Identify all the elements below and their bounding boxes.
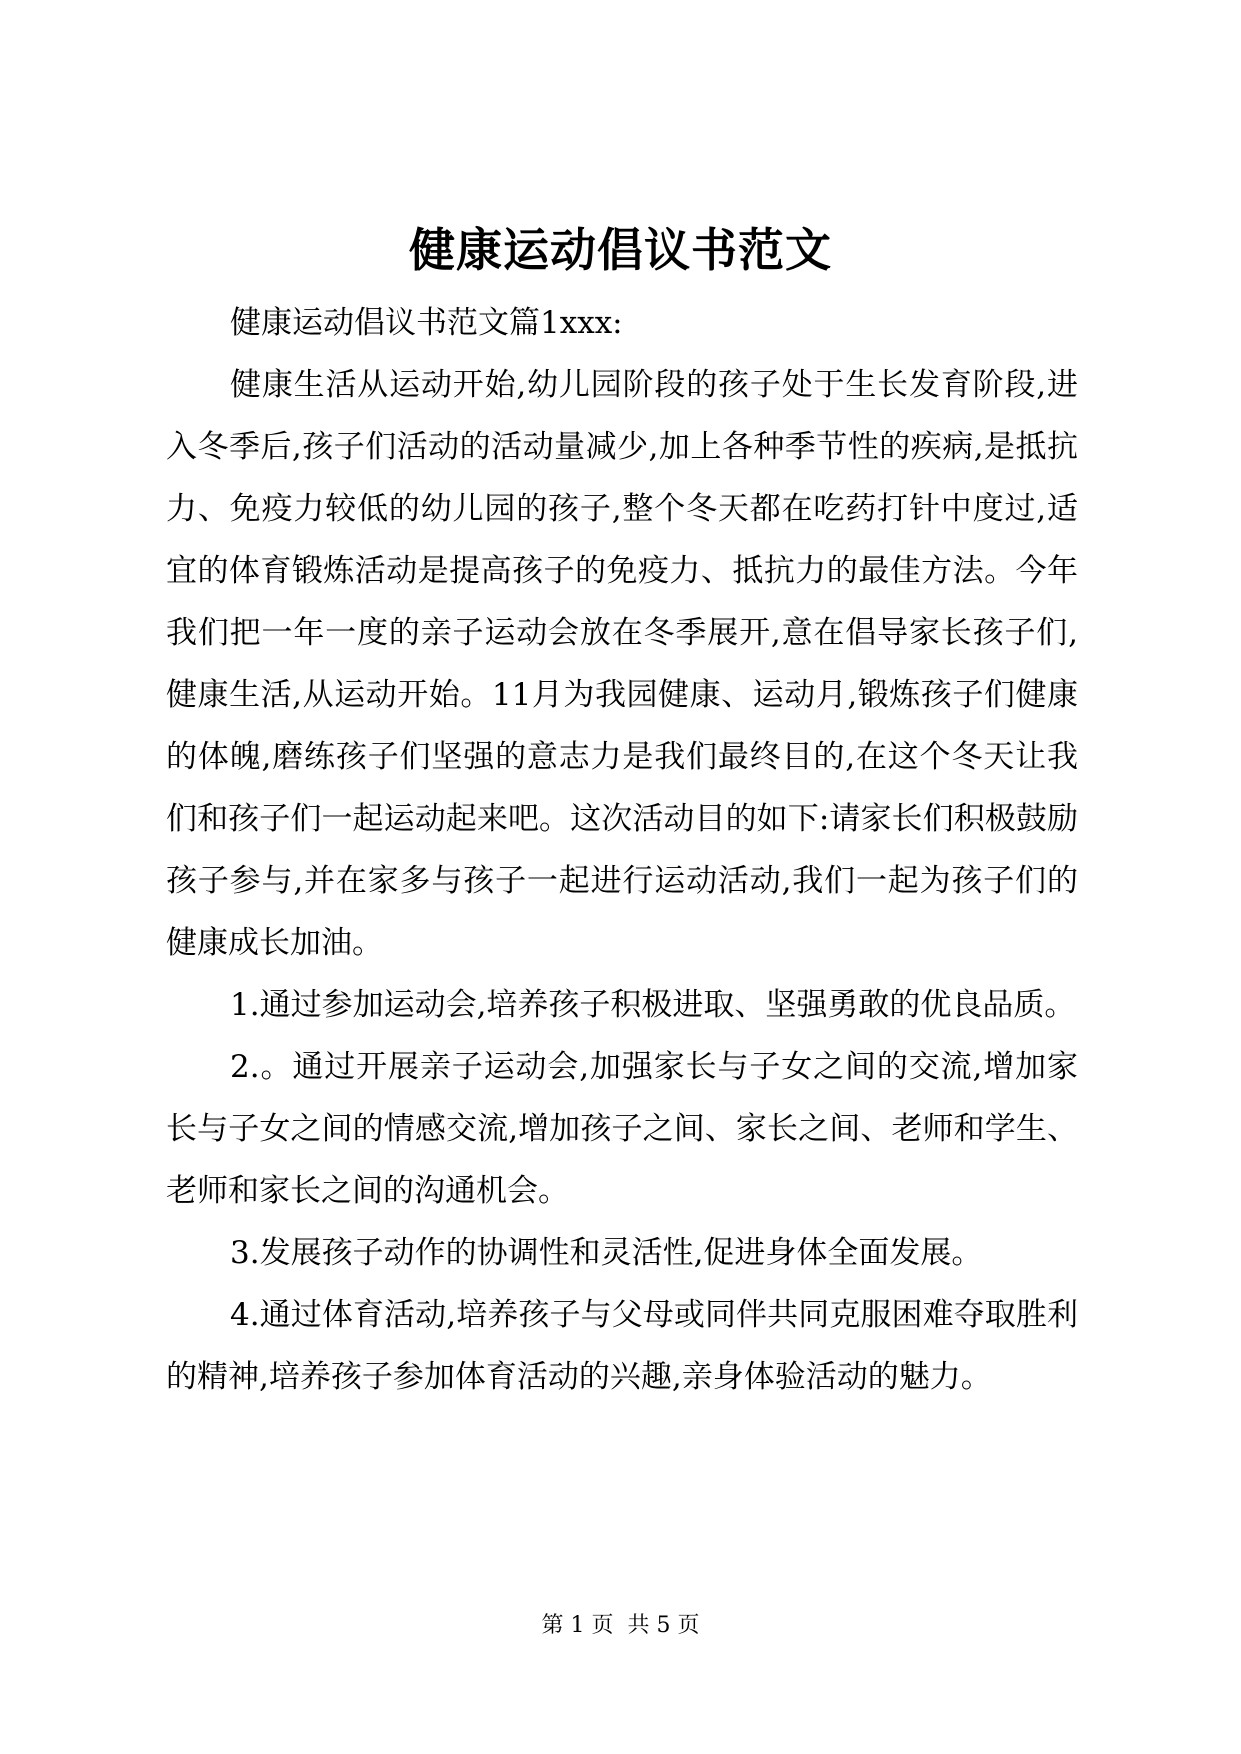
document-body — [166, 292, 1078, 1408]
page-number-label: 第 1 页 共 5 页 — [541, 1613, 700, 1638]
document-title: 健康运动倡议书范文 — [409, 223, 832, 277]
paragraph-item-4: 4.通过体育活动,培养孩子与父母或同伴共同克服困难夺取胜利的精神,培养孩子参加体育活动的兴趣,亲身体验活动的魅力。 — [166, 1297, 1078, 1395]
paragraph-intro: 健康生活从运动开始,幼儿园阶段的孩子处于生长发育阶段,进入冬季后,孩子们活动的活动量减少,加上各种季节性的疾病,是抵抗力、免疫力较低的幼儿园的孩子,整个冬天都在吃药打针中度过,适宜的体育锻炼活动是提高孩子的免疫力、抵抗力的最佳方法。今年我们把一年一度的亲子运动会放在冬季展开,意在倡导家长孩子们,健康生活,从运动开始。11月为我园健康、运动月,锻炼孩子们健康的体魄,磨练孩子们坚强的意志力是我们最终目的,在这个冬天让我们和孩子们一起运动起来吧。这次活动目的如下:请家长们积极鼓励孩子参与,并在家多与孩子一起进行运动活动,我们一起为孩子们的健康成长加油。 — [166, 367, 1078, 961]
paragraph-heading: 健康运动倡议书范文篇1xxx: — [230, 305, 623, 341]
paragraph-item-3: 3.发展孩子动作的协调性和灵活性,促进身体全面发展。 — [230, 1235, 983, 1271]
paragraph-item-1: 1.通过参加运动会,培养孩子积极进取、坚强勇敢的优良品质。 — [230, 987, 1076, 1023]
paragraph-item-2: 2.。通过开展亲子运动会,加强家长与子女之间的交流,增加家长与子女之间的情感交流,增加孩子之间、家长之间、老师和学生、老师和家长之间的沟通机会。 — [166, 1049, 1078, 1209]
page-number-footer — [0, 1611, 1241, 1641]
